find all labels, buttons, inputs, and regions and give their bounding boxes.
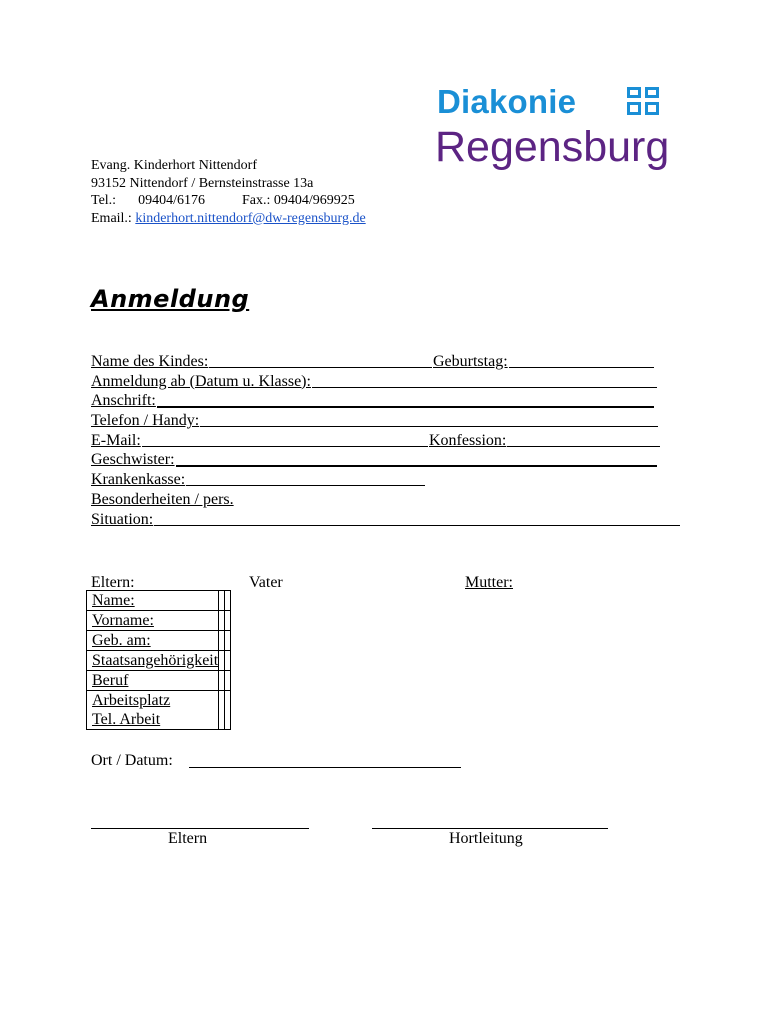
row-label (87, 691, 219, 711)
vater-header: Vater (249, 574, 283, 591)
table-row (87, 710, 231, 730)
form-row-anschrift (91, 391, 681, 411)
ort-datum-line[interactable] (189, 767, 461, 768)
signature-label-hortleitung: Hortleitung (449, 830, 523, 847)
tel-number: 09404/6176 (138, 193, 205, 208)
parents-grid (86, 590, 231, 730)
table-row (87, 651, 231, 671)
mutter-cell[interactable] (225, 671, 231, 691)
staatsangehoerigkeit-row-label: Staatsangehörigkeit (92, 652, 219, 669)
name-row-label: Name: (92, 592, 135, 609)
ort-datum-row (91, 752, 173, 770)
row-label (87, 651, 219, 671)
diakonie-cross-icon (627, 87, 659, 115)
fill-line[interactable] (91, 446, 660, 447)
konfession-label: Konfession: (429, 431, 507, 449)
mutter-cell[interactable] (225, 691, 231, 730)
row-label (87, 611, 219, 631)
logo-line-2: Regensburg (435, 123, 670, 171)
form-row-email (91, 431, 681, 451)
mutter-cell[interactable] (225, 591, 231, 611)
geb-row-label: Geb. am: (92, 632, 151, 649)
email-label: Email.: (91, 210, 132, 226)
table-row (87, 591, 231, 611)
ort-datum-label: Ort / Datum: (91, 752, 173, 769)
row-label (87, 671, 219, 691)
table-row (87, 611, 231, 631)
form-row-telefon (91, 411, 681, 431)
address-block (91, 157, 366, 227)
signature-label-eltern: Eltern (168, 830, 208, 847)
anmeldung-ab-label: Anmeldung ab (Datum u. Klasse): (91, 372, 311, 390)
street-address: 93152 Nittendorf / Bernsteinstrasse 13a (91, 175, 314, 191)
row-label (87, 631, 219, 651)
vorname-row-label: Vorname: (92, 612, 154, 629)
fill-line[interactable] (91, 465, 657, 466)
registration-form (91, 352, 681, 529)
signature-line-hortleitung[interactable] (372, 828, 608, 829)
mutter-cell[interactable] (225, 651, 231, 671)
form-row-situation (91, 510, 681, 530)
beruf-row-label: Beruf (92, 672, 129, 689)
mutter-cell[interactable] (225, 631, 231, 651)
eltern-header: Eltern: (91, 574, 135, 591)
form-row-anmeldung (91, 372, 681, 392)
anschrift-label: Anschrift: (91, 392, 156, 410)
diakonie-logo (437, 84, 687, 176)
tel-arbeit-row-label: Tel. Arbeit (92, 711, 161, 728)
form-row-krankenkasse (91, 470, 681, 490)
row-label (87, 591, 219, 611)
page-title: Anmeldung (91, 285, 250, 313)
name-kind-label: Name des Kindes: (91, 353, 209, 370)
logo-line-1: Diakonie (437, 83, 577, 120)
email-link[interactable]: kinderhort.nittendorf@dw-regensburg.de (135, 210, 366, 226)
arbeitsplatz-row-label: Arbeitsplatz (92, 692, 171, 709)
form-row-name (91, 352, 681, 372)
table-row (87, 691, 231, 711)
krankenkasse-label: Krankenkasse: (91, 471, 186, 489)
fill-line[interactable] (91, 406, 654, 407)
mutter-header: Mutter: (465, 574, 513, 591)
table-row (87, 631, 231, 651)
tel-label: Tel.: (91, 193, 117, 208)
fax-number: Fax.: 09404/969925 (241, 193, 355, 208)
besonderheiten-label: Besonderheiten / pers. (91, 490, 234, 508)
table-row (87, 671, 231, 691)
signature-line-eltern[interactable] (91, 828, 309, 829)
geschwister-label: Geschwister: (91, 451, 175, 469)
mutter-cell[interactable] (225, 611, 231, 631)
geburtstag-label: Geburtstag: (433, 353, 508, 370)
form-row-besonderheiten (91, 490, 681, 510)
email-line (91, 210, 366, 228)
fill-line[interactable] (91, 525, 680, 526)
email-field-label: E-Mail: (91, 431, 141, 449)
telefon-label: Telefon / Handy: (91, 412, 200, 430)
phone-fax-line (91, 192, 366, 210)
form-row-geschwister (91, 450, 681, 470)
org-name: Evang. Kinderhort Nittendorf (91, 158, 258, 173)
situation-label: Situation: (91, 510, 154, 528)
row-label (87, 710, 219, 730)
